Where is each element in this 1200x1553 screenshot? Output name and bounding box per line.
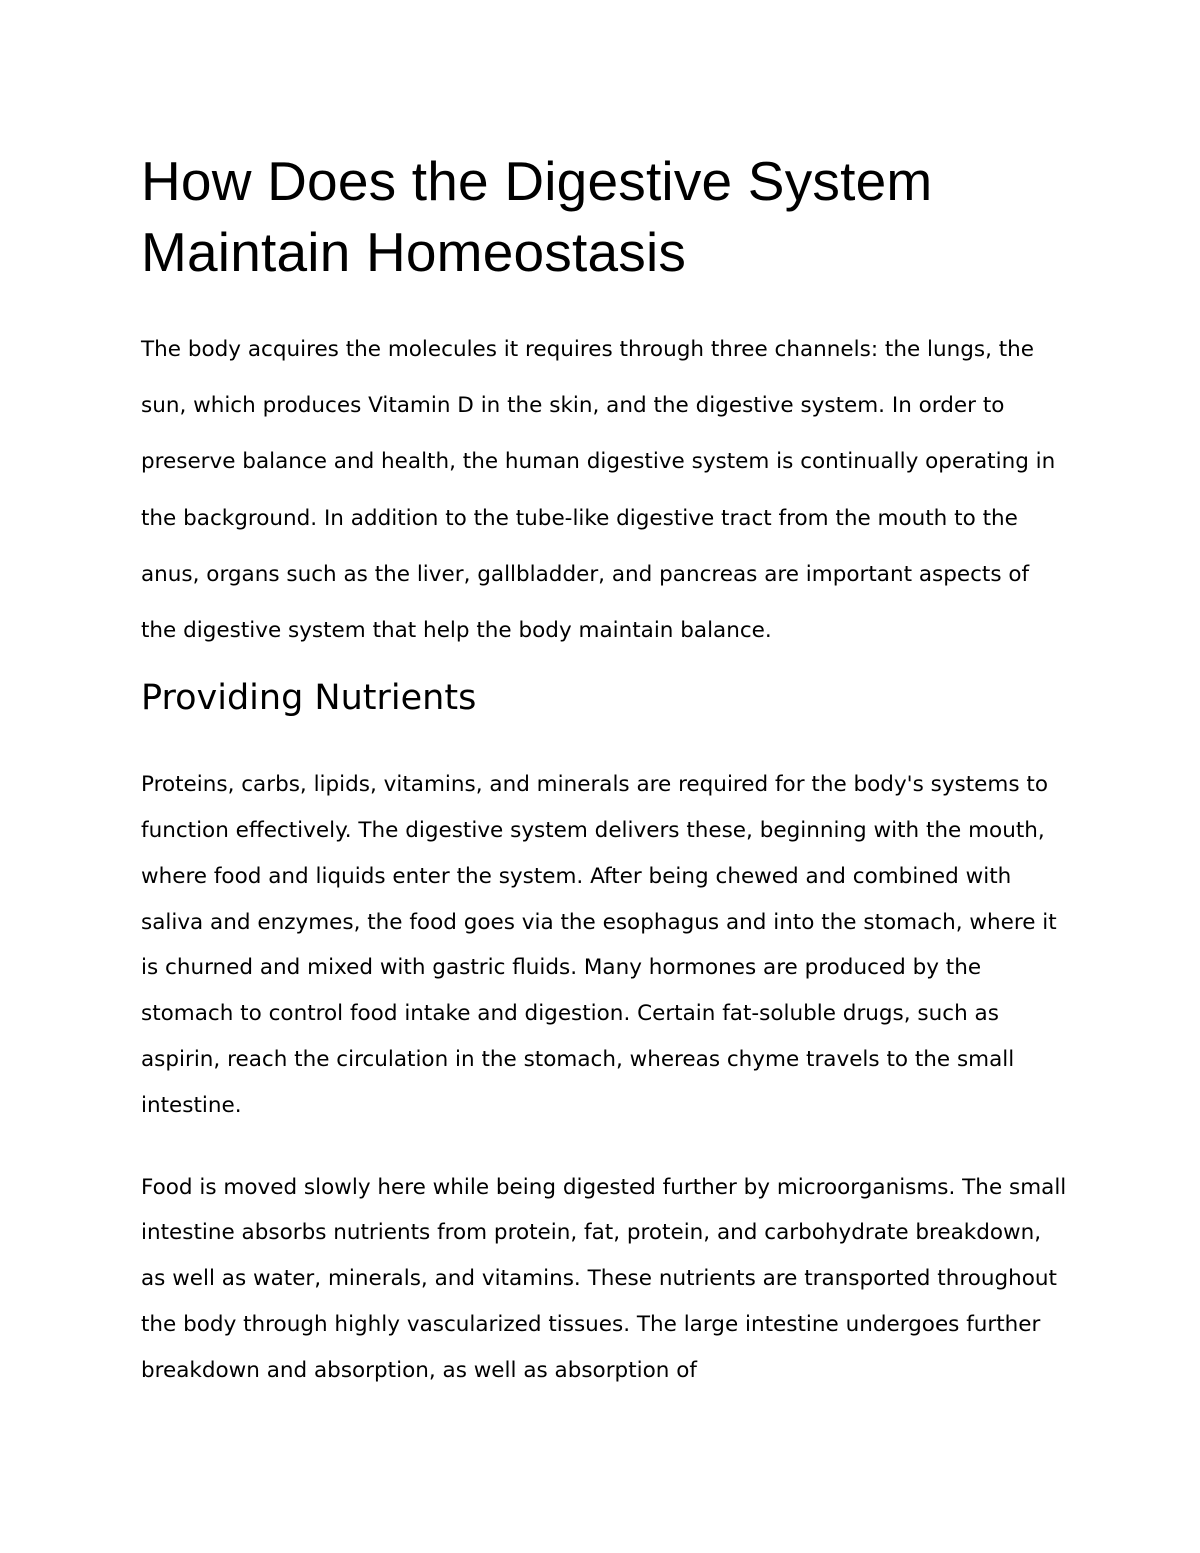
section-paragraph-2: Food is moved slowly here while being digested further by microorganisms. The small intestine absorbs nutrients from protein, fat, protein, and carbohydrate breakdown, as well as water, minerals, and vitamins. These nutrients are transported throughout the body through highly vascularized tissues. The large intestine undergoes further breakdown and absorption, as well as absorption of	[141, 1174, 1067, 1383]
intro-paragraph: The body acquires the molecules it requires through three channels: the lungs, the sun, which produces Vitamin D in the skin, and the digestive system. In order to preserve balance and health, the human digestive system is continually operating in the background. In addition to the tube-like digestive tract from the mouth to the anus, organs such as the liver, gallbladder, and pancreas are important aspects of the digestive system that help the body maintain balance.	[141, 337, 1056, 644]
section-heading-providing-nutrients: Providing Nutrients	[141, 678, 477, 719]
document-title: How Does the Digestive System Maintain Homeostasis	[141, 150, 933, 283]
section-paragraph-1: Proteins, carbs, lipids, vitamins, and minerals are required for the body's systems to function effectively. The digestive system delivers these, beginning with the mouth, where food and liquids enter the system. After being chewed and combined with saliva and enzymes, the food goes via the esophagus and into the stomach, where it is churned and mixed with gastric fluids. Many hormones are produced by the stomach to control food intake and digestion. Certain fat-soluble drugs, such as aspirin, reach the circulation in the stomach, whereas chyme travels to the small intestine.	[141, 772, 1057, 1118]
